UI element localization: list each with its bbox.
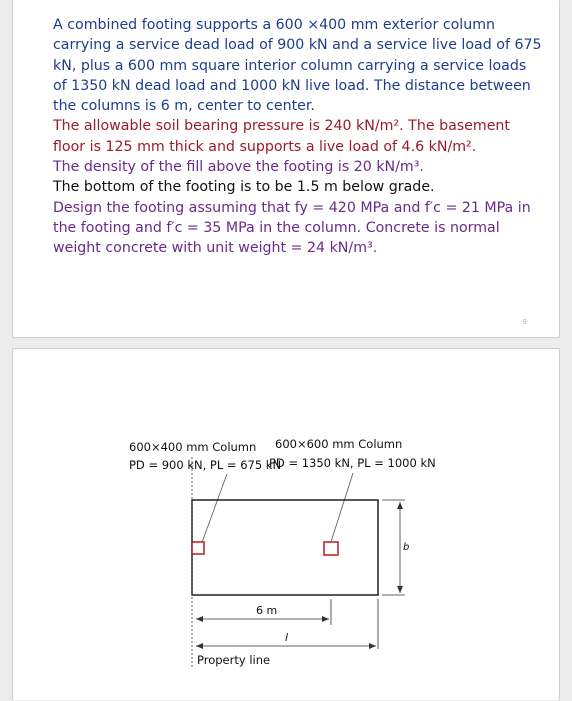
figure-card — [12, 348, 560, 700]
page-marker: 9 — [522, 318, 527, 326]
column2-leader — [330, 473, 353, 545]
column1-title: 600×400 mm Column — [129, 440, 257, 454]
column1-leader — [201, 474, 227, 545]
problem-paragraph-soil: The allowable soil bearing pressure is 240 kN/m². The basement floor is 125 mm thick and supports a live load of 4.6 kN/m². — [53, 118, 510, 155]
problem-paragraph-columns: A combined footing supports a 600 ×400 mm exterior column carrying a service dead load of 900 kN and a service live load of 675 kN, plus a 600 mm square interior column carrying a service loads of 1350 kN dead load and 1000 kN live load. The distance between the columns is 6 m, center to center. — [53, 17, 542, 115]
column2-loads: PD = 1350 kN, PL = 1000 kN — [269, 456, 436, 470]
problem-paragraph-fill: The density of the fill above the footing is 20 kN/m³. — [53, 159, 424, 176]
problem-card — [12, 0, 560, 338]
footing-outline — [192, 500, 378, 595]
footing-diagram — [13, 349, 561, 701]
length-label: l — [285, 631, 289, 644]
column2-title: 600×600 mm Column — [275, 437, 403, 451]
exterior-column — [192, 542, 204, 554]
problem-paragraph-materials: Design the footing assuming that fy = 420 MPa and f′c = 21 MPa in the footing and f′c = 35 MPa in the column. Concrete is normal weight concrete with unit weight = 24 kN/m³. — [53, 199, 531, 257]
property-line-label: Property line — [197, 653, 271, 667]
spacing-label: 6 m — [256, 604, 278, 617]
problem-paragraph-depth: The bottom of the footing is to be 1.5 m below grade. — [53, 179, 435, 196]
width-label: b — [403, 542, 410, 553]
problem-statement — [53, 15, 543, 259]
interior-column — [324, 542, 338, 555]
column1-loads: PD = 900 kN, PL = 675 kN — [129, 458, 282, 472]
